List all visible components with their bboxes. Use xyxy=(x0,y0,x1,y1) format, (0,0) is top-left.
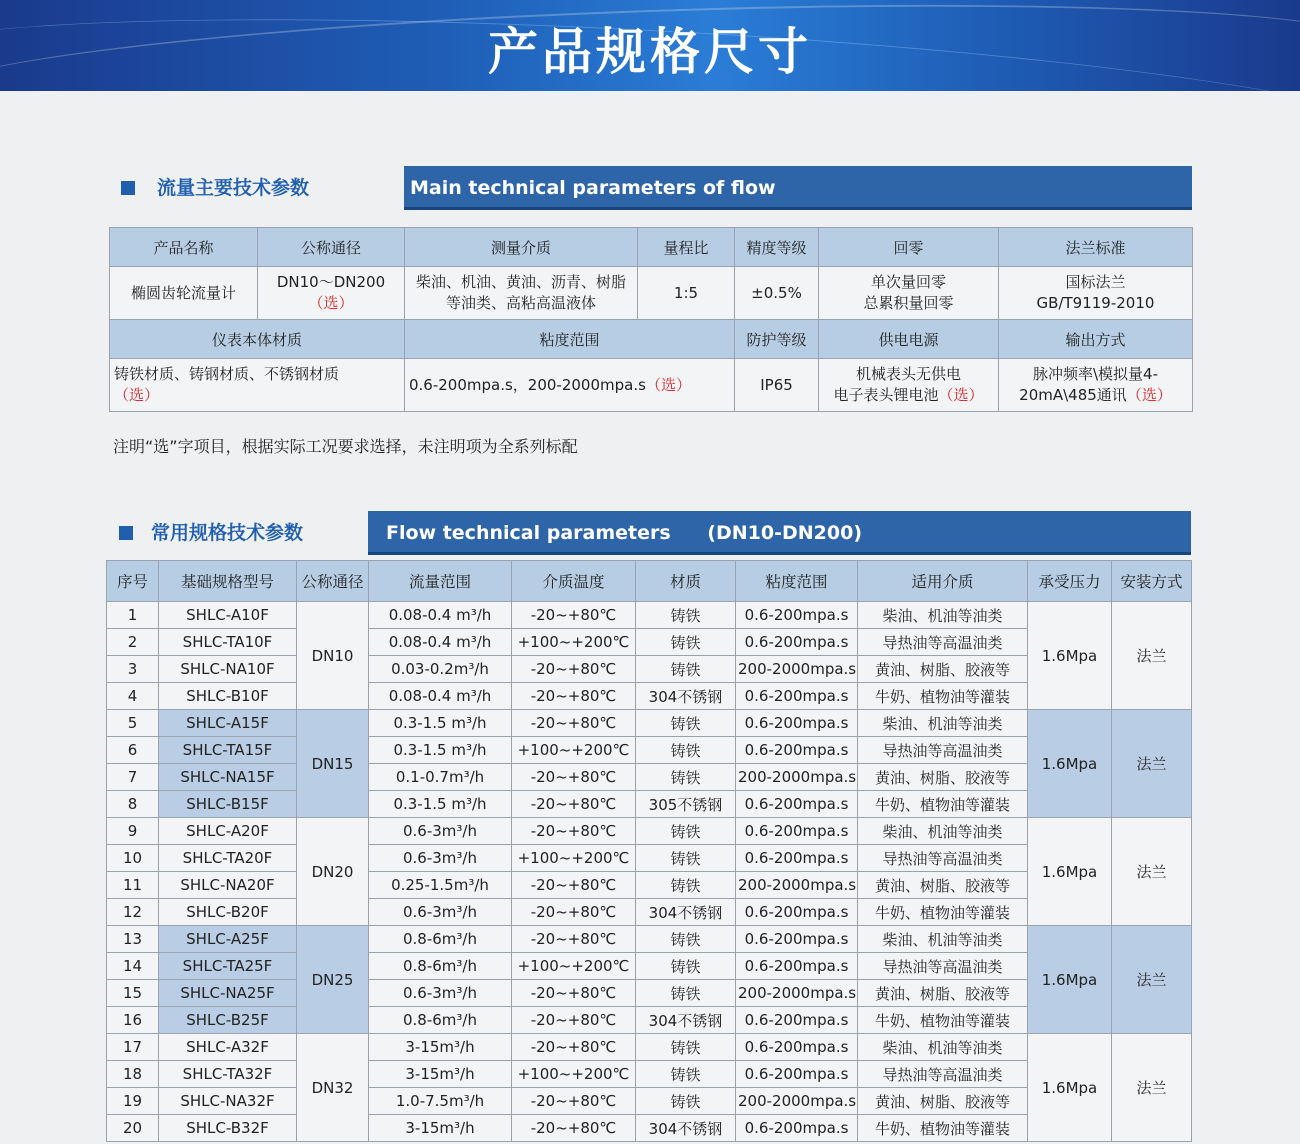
applicable-medium: 导热油等高温油类 xyxy=(858,629,1028,656)
model-number: SHLC-A25F xyxy=(159,926,297,953)
section-heading-main-params xyxy=(121,166,1192,210)
header-cell: 量程比 xyxy=(638,228,735,267)
header-cell: 回零 xyxy=(819,228,999,267)
viscosity-range: 200-2000mpa.s xyxy=(736,872,858,899)
model-number: SHLC-NA25F xyxy=(159,980,297,1007)
header-cell: 产品名称 xyxy=(110,228,258,267)
model-number: SHLC-NA10F xyxy=(159,656,297,683)
output-mode xyxy=(999,359,1193,412)
medium-temperature: -20~+80℃ xyxy=(512,818,636,845)
row-index: 20 xyxy=(107,1115,159,1142)
flow-range: 0.3-1.5 m³/h xyxy=(369,791,512,818)
viscosity-range: 0.6-200mpa.s xyxy=(736,845,858,872)
viscosity-range: 200-2000mpa.s xyxy=(736,980,858,1007)
applicable-medium: 牛奶、植物油等灌装 xyxy=(858,1007,1028,1034)
flow-range: 0.08-0.4 m³/h xyxy=(369,602,512,629)
header-cell: 安装方式 xyxy=(1112,561,1192,602)
flow-range: 0.6-3m³/h xyxy=(369,980,512,1007)
medium-temperature: +100~+200℃ xyxy=(512,953,636,980)
protection-class: IP65 xyxy=(735,359,819,412)
nominal-diameter: DN20 xyxy=(297,818,369,926)
flow-range: 0.08-0.4 m³/h xyxy=(369,683,512,710)
header-cell: 供电电源 xyxy=(819,320,999,359)
applicable-medium: 导热油等高温油类 xyxy=(858,737,1028,764)
applicable-medium: 黄油、树脂、胶液等 xyxy=(858,1088,1028,1115)
applicable-medium: 牛奶、植物油等灌装 xyxy=(858,791,1028,818)
medium-temperature: -20~+80℃ xyxy=(512,602,636,629)
medium-temperature: -20~+80℃ xyxy=(512,764,636,791)
square-bullet-icon xyxy=(119,526,133,540)
material: 铸铁 xyxy=(636,872,736,899)
material: 铸铁 xyxy=(636,845,736,872)
header-cell: 仪表本体材质 xyxy=(110,320,405,359)
material: 铸铁 xyxy=(636,1088,736,1115)
viscosity-range: 0.6-200mpa.s xyxy=(736,629,858,656)
medium-temperature: +100~+200℃ xyxy=(512,737,636,764)
model-number: SHLC-B25F xyxy=(159,1007,297,1034)
viscosity-range: 0.6-200mpa.s xyxy=(736,683,858,710)
header-cell: 输出方式 xyxy=(999,320,1193,359)
model-number: SHLC-A15F xyxy=(159,710,297,737)
model-number: SHLC-B32F xyxy=(159,1115,297,1142)
model-number: SHLC-TA15F xyxy=(159,737,297,764)
material: 铸铁 xyxy=(636,656,736,683)
section-title-cn xyxy=(119,511,303,555)
material: 304不锈钢 xyxy=(636,1115,736,1142)
optional-mark: （选） xyxy=(308,294,354,312)
table-row xyxy=(110,359,1193,412)
main-params-table xyxy=(109,227,1193,412)
nominal-diameter: DN10 xyxy=(297,602,369,710)
row-index: 15 xyxy=(107,980,159,1007)
viscosity-range: 0.6-200mpa.s xyxy=(736,1034,858,1061)
medium-temperature: +100~+200℃ xyxy=(512,629,636,656)
row-index: 9 xyxy=(107,818,159,845)
flow-range: 0.08-0.4 m³/h xyxy=(369,629,512,656)
flow-range: 0.8-6m³/h xyxy=(369,926,512,953)
medium-temperature: -20~+80℃ xyxy=(512,791,636,818)
header-banner xyxy=(0,0,1300,91)
viscosity-range: 0.6-200mpa.s xyxy=(736,1115,858,1142)
viscosity-range: 0.6-200mpa.s xyxy=(736,899,858,926)
model-number: SHLC-A10F xyxy=(159,602,297,629)
viscosity-value: 0.6-200mpa.s，200-2000mpa.s xyxy=(409,375,646,394)
header-cell: 法兰标准 xyxy=(999,228,1193,267)
row-index: 1 xyxy=(107,602,159,629)
table-row xyxy=(110,267,1193,320)
nominal-diameter xyxy=(258,267,405,320)
applicable-medium: 黄油、树脂、胶液等 xyxy=(858,872,1028,899)
row-index: 14 xyxy=(107,953,159,980)
applicable-medium: 黄油、树脂、胶液等 xyxy=(858,980,1028,1007)
header-cell: 防护等级 xyxy=(735,320,819,359)
rated-pressure: 1.6Mpa xyxy=(1028,818,1112,926)
nominal-diameter: DN25 xyxy=(297,926,369,1034)
row-index: 7 xyxy=(107,764,159,791)
row-index: 13 xyxy=(107,926,159,953)
material-value: 铸铁材质、铸钢材质、不锈钢材质 xyxy=(114,365,340,383)
section-title-cn-text: 流量主要技术参数 xyxy=(157,177,310,199)
header-cell: 粘度范围 xyxy=(405,320,735,359)
rated-pressure: 1.6Mpa xyxy=(1028,926,1112,1034)
header-cell: 材质 xyxy=(636,561,736,602)
section-heading-spec-params xyxy=(119,511,1191,555)
section-title-en-range: (DN10-DN200) xyxy=(707,522,862,544)
reset-line: 总累积量回零 xyxy=(863,294,954,312)
flange-standard xyxy=(999,267,1193,320)
output-value: 脉冲频率\模拟量4-20mA\485通讯 xyxy=(1019,365,1158,404)
medium-temperature: -20~+80℃ xyxy=(512,899,636,926)
applicable-medium: 柴油、机油等油类 xyxy=(858,1034,1028,1061)
row-index: 5 xyxy=(107,710,159,737)
table-row xyxy=(107,1034,1192,1061)
table-header-row xyxy=(110,320,1193,359)
flow-range: 3-15m³/h xyxy=(369,1061,512,1088)
medium-temperature: -20~+80℃ xyxy=(512,656,636,683)
flange-line: GB/T9119-2010 xyxy=(1036,294,1155,312)
model-number: SHLC-B15F xyxy=(159,791,297,818)
applicable-medium: 导热油等高温油类 xyxy=(858,845,1028,872)
measured-medium: 柴油、机油、黄油、沥青、树脂等油类、高粘高温液体 xyxy=(405,267,638,320)
flow-range: 0.6-3m³/h xyxy=(369,899,512,926)
install-method: 法兰 xyxy=(1112,1034,1192,1142)
product-name: 椭圆齿轮流量计 xyxy=(110,267,258,320)
row-index: 12 xyxy=(107,899,159,926)
applicable-medium: 导热油等高温油类 xyxy=(858,953,1028,980)
install-method: 法兰 xyxy=(1112,926,1192,1034)
material: 铸铁 xyxy=(636,1061,736,1088)
header-cell: 粘度范围 xyxy=(736,561,858,602)
optional-mark: （选） xyxy=(645,375,691,394)
applicable-medium: 导热油等高温油类 xyxy=(858,1061,1028,1088)
section-title-en xyxy=(368,511,1191,555)
table-row xyxy=(107,818,1192,845)
body-material xyxy=(110,359,405,412)
section-title-cn xyxy=(121,166,309,210)
row-index: 17 xyxy=(107,1034,159,1061)
applicable-medium: 柴油、机油等油类 xyxy=(858,818,1028,845)
row-index: 10 xyxy=(107,845,159,872)
power-line: 机械表头无供电 xyxy=(855,365,961,383)
power-line: 电子表头锂电池 xyxy=(833,386,939,404)
reset-mode xyxy=(819,267,999,320)
material: 铸铁 xyxy=(636,980,736,1007)
accuracy-class: ±0.5% xyxy=(735,267,819,320)
rated-pressure: 1.6Mpa xyxy=(1028,602,1112,710)
medium-temperature: +100~+200℃ xyxy=(512,1061,636,1088)
page-title: 产品规格尺寸 xyxy=(488,23,812,81)
flow-range: 0.03-0.2m³/h xyxy=(369,656,512,683)
header-cell: 适用介质 xyxy=(858,561,1028,602)
material: 铸铁 xyxy=(636,764,736,791)
header-cell: 介质温度 xyxy=(512,561,636,602)
diameter-value: DN10～DN200 xyxy=(276,273,386,291)
table-row xyxy=(107,602,1192,629)
model-number: SHLC-A32F xyxy=(159,1034,297,1061)
material: 铸铁 xyxy=(636,953,736,980)
applicable-medium: 牛奶、植物油等灌装 xyxy=(858,1115,1028,1142)
viscosity-range xyxy=(405,359,735,412)
medium-temperature: +100~+200℃ xyxy=(512,845,636,872)
optional-mark: （选） xyxy=(938,386,984,404)
viscosity-range: 200-2000mpa.s xyxy=(736,1088,858,1115)
material: 铸铁 xyxy=(636,818,736,845)
flange-line: 国标法兰 xyxy=(1065,273,1126,291)
row-index: 18 xyxy=(107,1061,159,1088)
optional-mark: （选） xyxy=(114,386,160,404)
material: 铸铁 xyxy=(636,602,736,629)
table-header-row xyxy=(110,228,1193,267)
medium-temperature: -20~+80℃ xyxy=(512,1007,636,1034)
viscosity-range: 0.6-200mpa.s xyxy=(736,1007,858,1034)
model-number: SHLC-A20F xyxy=(159,818,297,845)
applicable-medium: 柴油、机油等油类 xyxy=(858,926,1028,953)
viscosity-range: 0.6-200mpa.s xyxy=(736,602,858,629)
material: 铸铁 xyxy=(636,926,736,953)
header-cell: 承受压力 xyxy=(1028,561,1112,602)
table-row xyxy=(107,710,1192,737)
material: 铸铁 xyxy=(636,737,736,764)
material: 304不锈钢 xyxy=(636,1007,736,1034)
viscosity-range: 200-2000mpa.s xyxy=(736,764,858,791)
row-index: 4 xyxy=(107,683,159,710)
medium-temperature: -20~+80℃ xyxy=(512,872,636,899)
row-index: 19 xyxy=(107,1088,159,1115)
model-number: SHLC-B10F xyxy=(159,683,297,710)
model-number: SHLC-B20F xyxy=(159,899,297,926)
header-cell: 序号 xyxy=(107,561,159,602)
material: 铸铁 xyxy=(636,629,736,656)
applicable-medium: 牛奶、植物油等灌装 xyxy=(858,683,1028,710)
flow-range: 0.3-1.5 m³/h xyxy=(369,710,512,737)
flow-range: 0.6-3m³/h xyxy=(369,845,512,872)
section-title-en-text: Flow technical parameters xyxy=(386,522,671,544)
table-header-row xyxy=(107,561,1192,602)
power-supply xyxy=(819,359,999,412)
nominal-diameter: DN15 xyxy=(297,710,369,818)
applicable-medium: 牛奶、植物油等灌装 xyxy=(858,899,1028,926)
material: 305不锈钢 xyxy=(636,791,736,818)
model-number: SHLC-NA15F xyxy=(159,764,297,791)
medium-temperature: -20~+80℃ xyxy=(512,1088,636,1115)
material: 铸铁 xyxy=(636,1034,736,1061)
viscosity-range: 0.6-200mpa.s xyxy=(736,926,858,953)
viscosity-range: 0.6-200mpa.s xyxy=(736,953,858,980)
viscosity-range: 0.6-200mpa.s xyxy=(736,737,858,764)
model-number: SHLC-NA20F xyxy=(159,872,297,899)
applicable-medium: 黄油、树脂、胶液等 xyxy=(858,656,1028,683)
row-index: 3 xyxy=(107,656,159,683)
model-number: SHLC-NA32F xyxy=(159,1088,297,1115)
applicable-medium: 柴油、机油等油类 xyxy=(858,710,1028,737)
header-cell: 基础规格型号 xyxy=(159,561,297,602)
viscosity-range: 0.6-200mpa.s xyxy=(736,818,858,845)
spec-table-body xyxy=(107,602,1192,1142)
install-method: 法兰 xyxy=(1112,710,1192,818)
install-method: 法兰 xyxy=(1112,818,1192,926)
material: 304不锈钢 xyxy=(636,683,736,710)
header-cell: 测量介质 xyxy=(405,228,638,267)
rated-pressure: 1.6Mpa xyxy=(1028,1034,1112,1142)
material: 铸铁 xyxy=(636,710,736,737)
footnote: 注明“选”字项目，根据实际工况要求选择，未注明项为全系列标配 xyxy=(113,437,578,456)
reset-line: 单次量回零 xyxy=(870,273,946,291)
row-index: 6 xyxy=(107,737,159,764)
section-title-en: Main technical parameters of flow xyxy=(404,166,1192,210)
optional-mark: （选） xyxy=(1126,386,1172,404)
header-cell: 精度等级 xyxy=(735,228,819,267)
rated-pressure: 1.6Mpa xyxy=(1028,710,1112,818)
medium-temperature: -20~+80℃ xyxy=(512,926,636,953)
square-bullet-icon xyxy=(121,181,135,195)
flow-range: 3-15m³/h xyxy=(369,1115,512,1142)
row-index: 16 xyxy=(107,1007,159,1034)
applicable-medium: 黄油、树脂、胶液等 xyxy=(858,764,1028,791)
viscosity-range: 0.6-200mpa.s xyxy=(736,710,858,737)
medium-temperature: -20~+80℃ xyxy=(512,1034,636,1061)
flow-range: 0.3-1.5 m³/h xyxy=(369,737,512,764)
model-number: SHLC-TA32F xyxy=(159,1061,297,1088)
row-index: 2 xyxy=(107,629,159,656)
flow-range: 0.1-0.7m³/h xyxy=(369,764,512,791)
spec-table xyxy=(106,560,1192,1142)
section-title-cn-text: 常用规格技术参数 xyxy=(151,522,304,544)
header-cell: 公称通径 xyxy=(258,228,405,267)
medium-temperature: -20~+80℃ xyxy=(512,683,636,710)
table-row xyxy=(107,926,1192,953)
viscosity-range: 0.6-200mpa.s xyxy=(736,1061,858,1088)
medium-temperature: -20~+80℃ xyxy=(512,980,636,1007)
medium-temperature: -20~+80℃ xyxy=(512,710,636,737)
row-index: 8 xyxy=(107,791,159,818)
header-cell: 公称通径 xyxy=(297,561,369,602)
flow-range: 0.6-3m³/h xyxy=(369,818,512,845)
model-number: SHLC-TA25F xyxy=(159,953,297,980)
row-index: 11 xyxy=(107,872,159,899)
flow-range: 0.25-1.5m³/h xyxy=(369,872,512,899)
medium-temperature: -20~+80℃ xyxy=(512,1115,636,1142)
viscosity-range: 0.6-200mpa.s xyxy=(736,791,858,818)
flow-range: 0.8-6m³/h xyxy=(369,953,512,980)
flow-range: 0.8-6m³/h xyxy=(369,1007,512,1034)
flow-range: 1.0-7.5m³/h xyxy=(369,1088,512,1115)
applicable-medium: 柴油、机油等油类 xyxy=(858,602,1028,629)
flow-range: 3-15m³/h xyxy=(369,1034,512,1061)
nominal-diameter: DN32 xyxy=(297,1034,369,1142)
model-number: SHLC-TA10F xyxy=(159,629,297,656)
install-method: 法兰 xyxy=(1112,602,1192,710)
viscosity-range: 200-2000mpa.s xyxy=(736,656,858,683)
model-number: SHLC-TA20F xyxy=(159,845,297,872)
range-ratio: 1:5 xyxy=(638,267,735,320)
header-cell: 流量范围 xyxy=(369,561,512,602)
material: 304不锈钢 xyxy=(636,899,736,926)
